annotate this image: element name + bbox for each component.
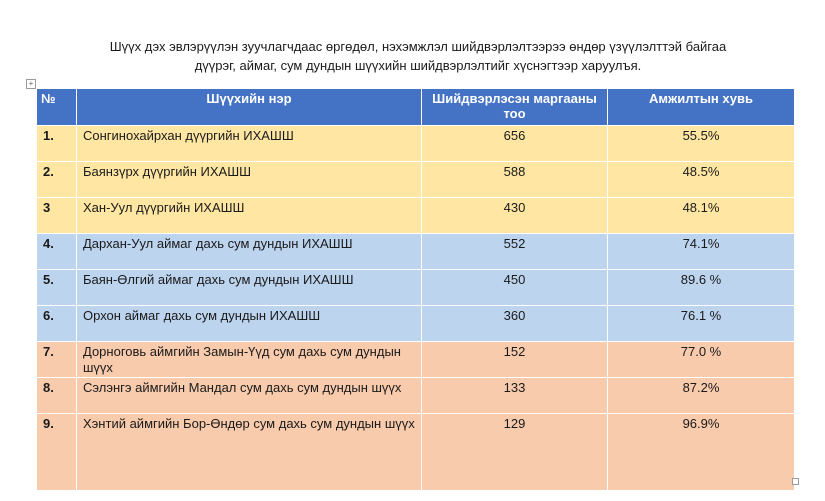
intro-paragraph [38, 37, 798, 75]
table-row [37, 162, 795, 198]
row-success-rate: 96.9% [608, 414, 795, 491]
table-resize-handle-icon[interactable] [792, 478, 799, 485]
row-success-rate: 74.1% [608, 234, 795, 270]
row-count: 552 [422, 234, 608, 270]
row-court-name: Дархан-Уул аймаг дахь сум дундын ИХАШШ [77, 234, 422, 270]
table-row [37, 414, 795, 491]
row-count: 133 [422, 378, 608, 414]
row-court-name: Сэлэнгэ аймгийн Мандал сум дахь сум дундын шүүх [77, 378, 422, 414]
table-row [37, 378, 795, 414]
row-number: 8. [37, 378, 77, 414]
table-move-handle-icon[interactable]: + [26, 79, 36, 89]
row-court-name: Баян-Өлгий аймаг дахь сум дундын ИХАШШ [77, 270, 422, 306]
table-row [37, 342, 795, 378]
row-court-name: Хэнтий аймгийн Бор-Өндөр сум дахь сум дундын шүүх [77, 414, 422, 491]
intro-line-1: Шүүх дэх эвлэрүүлэн зуучлагчдаас өргөдөл, нэхэмжлэл шийдвэрлэлтээрээ өндөр үзүүлэлттэй байгаа [109, 39, 727, 54]
row-court-name: Сонгинохайрхан дүүргийн ИХАШШ [77, 126, 422, 162]
table-row [37, 306, 795, 342]
row-number: 7. [37, 342, 77, 378]
row-success-rate: 48.1% [608, 198, 795, 234]
row-court-name: Хан-Уул дүүргийн ИХАШШ [77, 198, 422, 234]
intro-line-2: дүүрэг, аймаг, сум дундын шүүхийн шийдвэрлэлтийг хүснэгтээр харуулъя. [194, 58, 642, 73]
row-success-rate: 77.0 % [608, 342, 795, 378]
row-number: 4. [37, 234, 77, 270]
table-row [37, 126, 795, 162]
table-row [37, 270, 795, 306]
row-count: 430 [422, 198, 608, 234]
row-number: 3 [37, 198, 77, 234]
table-row [37, 198, 795, 234]
header-disputes-count: Шийдвэрлэсэн маргааны тоо [422, 89, 608, 126]
court-results-table [36, 88, 795, 491]
row-count: 129 [422, 414, 608, 491]
row-number: 9. [37, 414, 77, 491]
row-count: 152 [422, 342, 608, 378]
row-number: 6. [37, 306, 77, 342]
table-row [37, 234, 795, 270]
row-count: 450 [422, 270, 608, 306]
row-success-rate: 89.6 % [608, 270, 795, 306]
row-number: 2. [37, 162, 77, 198]
row-number: 1. [37, 126, 77, 162]
row-court-name: Баянзүрх дүүргийн ИХАШШ [77, 162, 422, 198]
header-num: № [37, 89, 77, 126]
row-success-rate: 76.1 % [608, 306, 795, 342]
row-count: 588 [422, 162, 608, 198]
row-number: 5. [37, 270, 77, 306]
row-success-rate: 87.2% [608, 378, 795, 414]
row-count: 656 [422, 126, 608, 162]
row-success-rate: 48.5% [608, 162, 795, 198]
header-success-rate: Амжилтын хувь [608, 89, 795, 126]
header-court-name: Шүүхийн нэр [77, 89, 422, 126]
row-court-name: Орхон аймаг дахь сум дундын ИХАШШ [77, 306, 422, 342]
row-success-rate: 55.5% [608, 126, 795, 162]
table-header-row [37, 89, 795, 126]
row-count: 360 [422, 306, 608, 342]
row-court-name: Дорноговь аймгийн Замын-Үүд сум дахь сум дундын шүүх [77, 342, 422, 378]
